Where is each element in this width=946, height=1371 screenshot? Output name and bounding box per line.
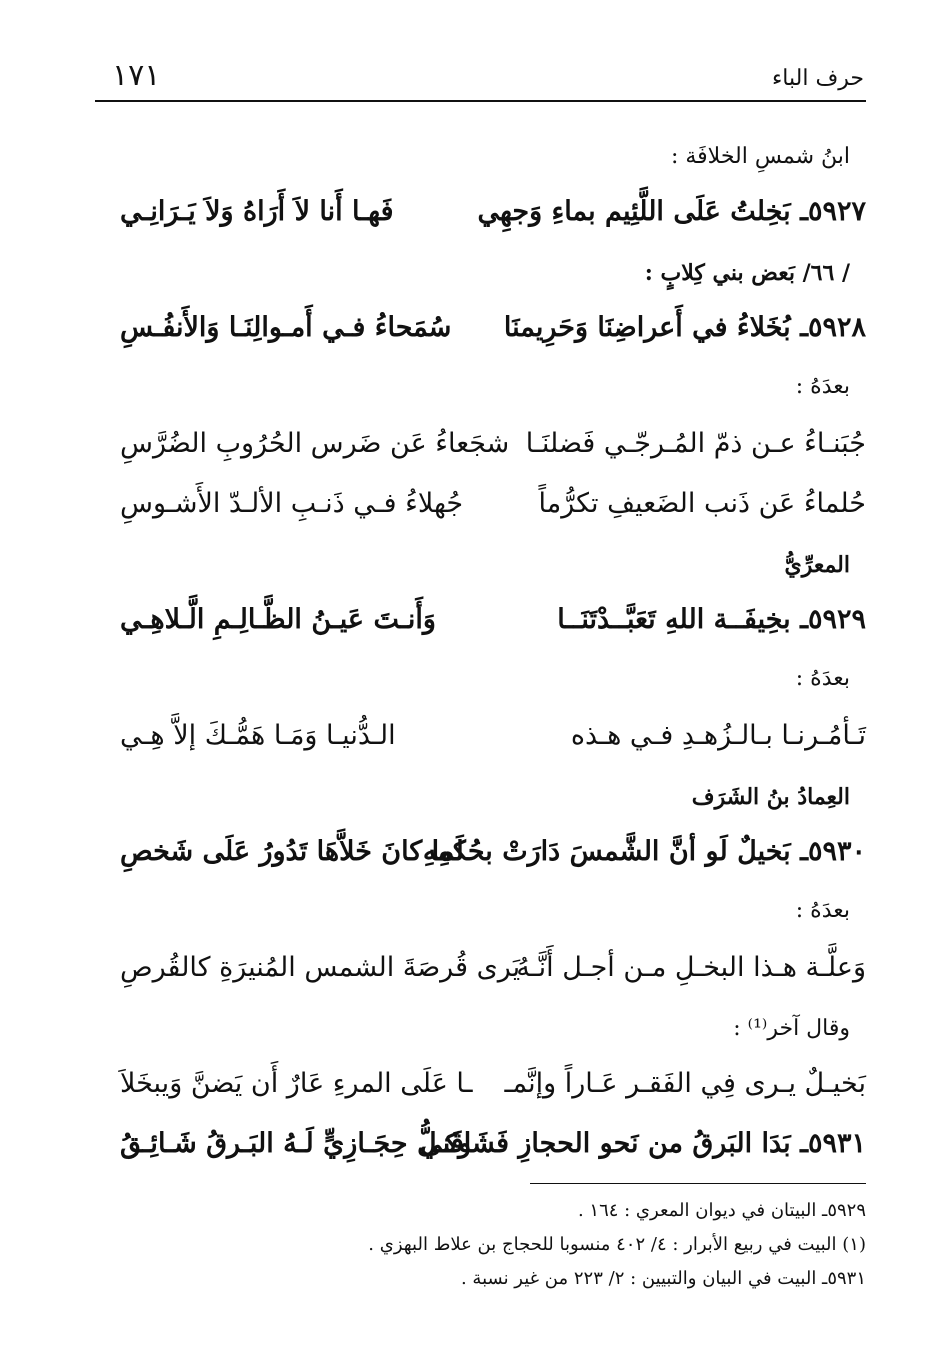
footnotes bbox=[120, 1200, 866, 1302]
verse-first-hemistich: جُبَنـاءُ عـن ذمّ المُـرجّـي فَضلنَـا bbox=[525, 428, 866, 459]
verse-first-hemistich: ٥٩٢٩ـ بخِيفَــة اللهِ تَعَبَّــدْتَنَــا bbox=[557, 604, 866, 635]
verse-first-hemistich: وَعلَّـة هـذا البخـلِ مـن أجـل أَنَّـهُ bbox=[516, 952, 866, 983]
attribution: وقال آخر⁽¹⁾ : bbox=[733, 1016, 850, 1041]
verse-first-hemistich: تَـأمُـرنـا بـالـزُهـدِ فـي هـذه bbox=[570, 720, 866, 751]
after-it-label: بعدَهُ : bbox=[795, 898, 850, 923]
verse-5931 bbox=[120, 1118, 866, 1178]
verse-second-hemistich: ـا عَلَى المرءِ عَارٌ أَن يَضنَّ وَيبخَلاَ bbox=[120, 1068, 473, 1099]
verse-first-hemistich: ٥٩٣١ـ بَدَا البَرقُ من نَحو الحجازِ فَشَاقَني bbox=[420, 1128, 866, 1159]
verse-5928 bbox=[120, 302, 866, 362]
verse-second-hemistich: سُمَحاءُ فـي أَمـوالِنَـا وَالأَنفُـسِ bbox=[120, 312, 452, 343]
verse bbox=[120, 942, 866, 1002]
after-it-label: بعدَهُ : bbox=[795, 374, 850, 399]
page-number: ١٧١ bbox=[112, 58, 161, 93]
main-text bbox=[120, 130, 866, 1178]
text-line bbox=[120, 130, 866, 186]
verse bbox=[120, 710, 866, 770]
header-rule bbox=[95, 100, 866, 102]
text-line bbox=[120, 886, 866, 942]
verse bbox=[120, 478, 866, 538]
verse-5927 bbox=[120, 186, 866, 246]
footnote-rule bbox=[530, 1183, 866, 1184]
verse-second-hemistich: يَرى قُرصَةَ الشمس المُنيرَةِ كالقُرصِ bbox=[120, 952, 521, 983]
verse-second-hemistich: وكـلُّ حِجَـازِيٍّ لَـهُ البَـرقُ شَـائِـقُ bbox=[120, 1128, 472, 1159]
text-line bbox=[120, 1002, 866, 1058]
verse-first-hemistich: حُلماءُ عَن ذَنب الضَعيفِ تكرُّماً bbox=[538, 488, 866, 519]
verse-first-hemistich: ٥٩٢٧ـ بَخِلتُ عَلَى اللَّئِيم بماءِ وَجهِي bbox=[477, 196, 866, 227]
verse-second-hemistich: جُهلاءُ فـي ذَنـبِ الألـدّ الأَشـوسِ bbox=[120, 488, 464, 519]
text-line bbox=[120, 362, 866, 418]
verse bbox=[120, 1058, 866, 1118]
footnote: ٥٩٢٩ـ البيتان في ديوان المعري : ١٦٤ . bbox=[577, 1200, 866, 1221]
verse-second-hemistich: لَما كانَ خَلاَّهَا تَدُورُ عَلَى شَخصِ bbox=[120, 836, 464, 867]
verse bbox=[120, 418, 866, 478]
attribution: / ٦٦/ بَعض بني كِلابٍ : bbox=[644, 260, 850, 286]
verse-first-hemistich: ٥٩٣٠ـ بَخيلٌ لَو أنَّ الشَّمسَ دَارَتْ بحُكمِهِ bbox=[422, 836, 866, 867]
text-line bbox=[120, 538, 866, 594]
verse-second-hemistich: فَهـا أَنا لاَ أَرَاهُ وَلاَ يَـرَانِـي bbox=[120, 196, 394, 227]
verse-second-hemistich: شجَعاءُ عَن ضَرس الحُرُوبِ الضُرَّسِ bbox=[120, 428, 510, 459]
verse-second-hemistich: وَأَنـتَ عَيـنُ الظَّـالِـمِ الَّـلاهِـي bbox=[120, 604, 436, 635]
attribution: ابنُ شمسِ الخلافَة : bbox=[670, 144, 850, 169]
text-line bbox=[120, 654, 866, 710]
verse-first-hemistich: ٥٩٢٨ـ بُخَلاءُ في أَعراضِنَا وَحَرِيمنَا bbox=[503, 312, 866, 343]
footnote: ٥٩٣١ـ البيت في البيان والتبيين : ٢/ ٢٢٣ من غير نسبة . bbox=[460, 1268, 866, 1289]
footnote: (١) البيت في ربيع الأبرار : ٤/ ٤٠٢ منسوبا للحجاج بن علاط البهزي . bbox=[368, 1234, 866, 1255]
attribution: العِمادُ بنُ الشَرَف bbox=[691, 784, 850, 810]
verse-5929 bbox=[120, 594, 866, 654]
verse-first-hemistich: بَخيـلٌ يـرى فِي الفَقـر عَـاراً وإنَّمـ bbox=[504, 1068, 866, 1099]
verse-5930 bbox=[120, 826, 866, 886]
running-header: حرف الباء bbox=[771, 66, 864, 91]
attribution: المعرِّيُّ bbox=[784, 552, 850, 578]
text-line bbox=[120, 246, 866, 302]
text-line bbox=[120, 770, 866, 826]
verse-second-hemistich: الـدُّنيـا وَمَـا هَمُّـكَ إلاَّ هِـي bbox=[120, 720, 396, 751]
after-it-label: بعدَهُ : bbox=[795, 666, 850, 691]
